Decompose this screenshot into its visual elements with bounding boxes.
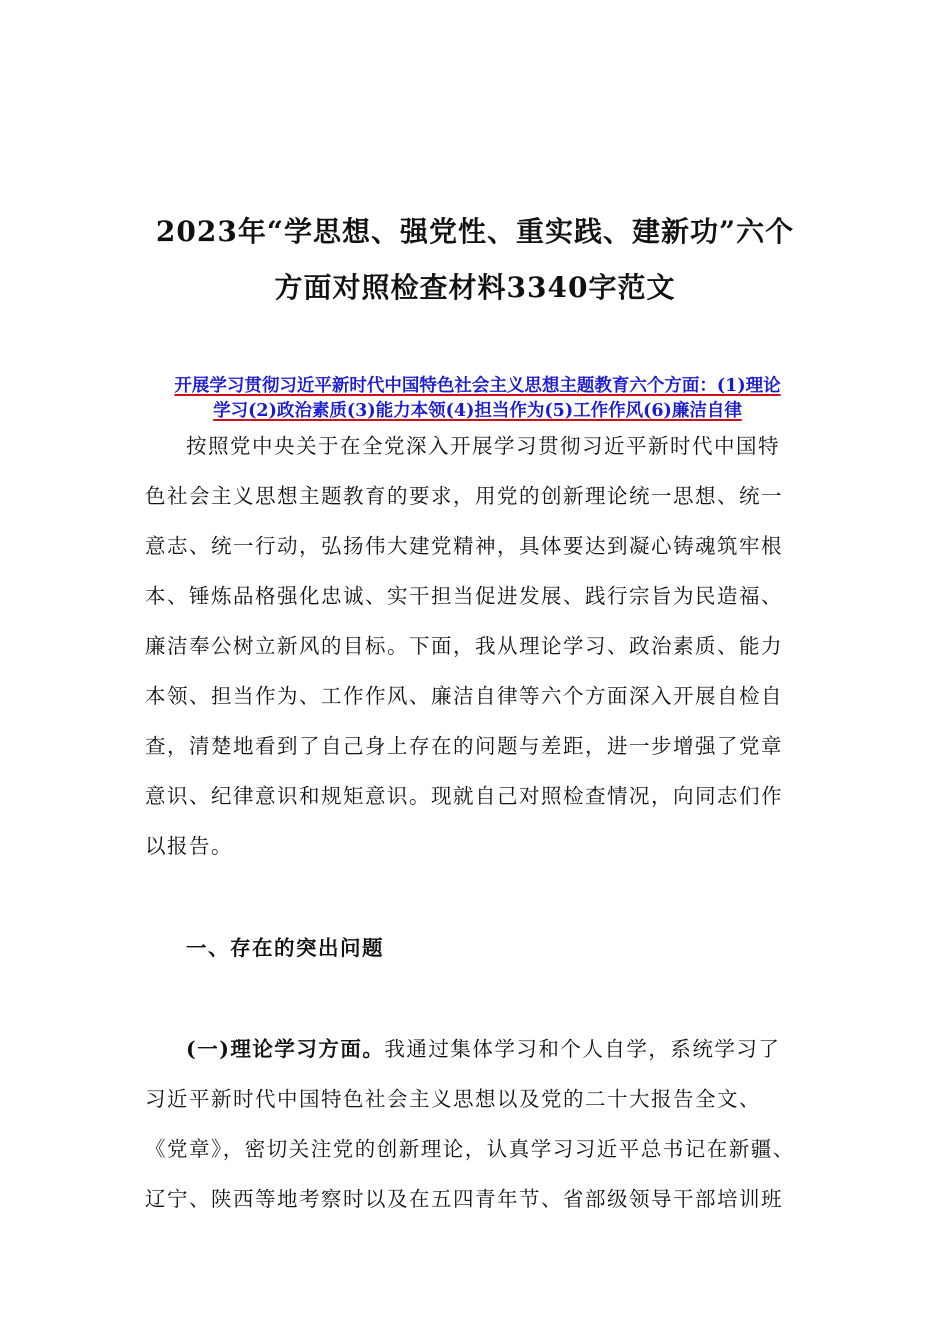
title-line-1: 2023年“学思想、强党性、重实践、建新功”六个 xyxy=(155,215,795,248)
paragraph-line: 廉洁奉公树立新风的目标。下面，我从理论学习、政治素质、能力 xyxy=(145,634,783,658)
paragraph-line xyxy=(145,1024,810,1074)
paragraph-line: 色社会主义思想主题教育的要求，用党的创新理论统一思想、统一 xyxy=(145,484,783,508)
document-subtitle-link[interactable] xyxy=(145,374,810,424)
section-heading: 一、存在的突出问题 xyxy=(186,936,384,960)
paragraph-line: 习近平新时代中国特色社会主义思想以及党的二十大报告全文、 xyxy=(145,1087,761,1111)
paragraph-line: 辽宁、陕西等地考察时以及在五四青年节、省部级领导干部培训班 xyxy=(145,1187,783,1211)
paragraph-line: 意识、纪律意识和规矩意识。现就自己对照检查情况，向同志们作 xyxy=(145,784,783,808)
paragraph-line: 按照党中央关于在全党深入开展学习贯彻习近平新时代中国特 xyxy=(186,434,780,458)
paragraph-line: 本领、担当作为、工作作风、廉洁自律等六个方面深入开展自检自 xyxy=(145,684,783,708)
paragraph-text: 我通过集体学习和个人自学，系统学习了 xyxy=(384,1037,781,1061)
title-line-2: 方面对照检查材料3340字范文 xyxy=(274,271,676,304)
subtitle-line-2: 学习(2)政治素质(3)能力本领(4)担当作为(5)工作作风(6)廉洁自律 xyxy=(213,401,742,421)
paragraph-line: 查，清楚地看到了自己身上存在的问题与差距，进一步增强了党章 xyxy=(145,734,783,758)
paragraph-line: 以报告。 xyxy=(145,834,233,858)
paragraph-line: 《党章》，密切关注党的创新理论，认真学习习近平总书记在新疆、 xyxy=(145,1137,795,1161)
paragraph-line: 意志、统一行动，弘扬伟大建党精神，具体要达到凝心铸魂筑牢根 xyxy=(145,534,783,558)
subtitle-line-1: 开展学习贯彻习近平新时代中国特色社会主义思想主题教育六个方面：(1)理论 xyxy=(174,376,781,396)
intro-paragraph xyxy=(145,421,810,871)
paragraph-line: 本、锤炼品格强化忠诚、实干担当促进发展、践行宗旨为民造福、 xyxy=(145,584,783,608)
theory-study-paragraph xyxy=(145,1024,810,1224)
subsection-label: (一)理论学习方面。 xyxy=(186,1037,385,1061)
document-title xyxy=(0,204,950,316)
